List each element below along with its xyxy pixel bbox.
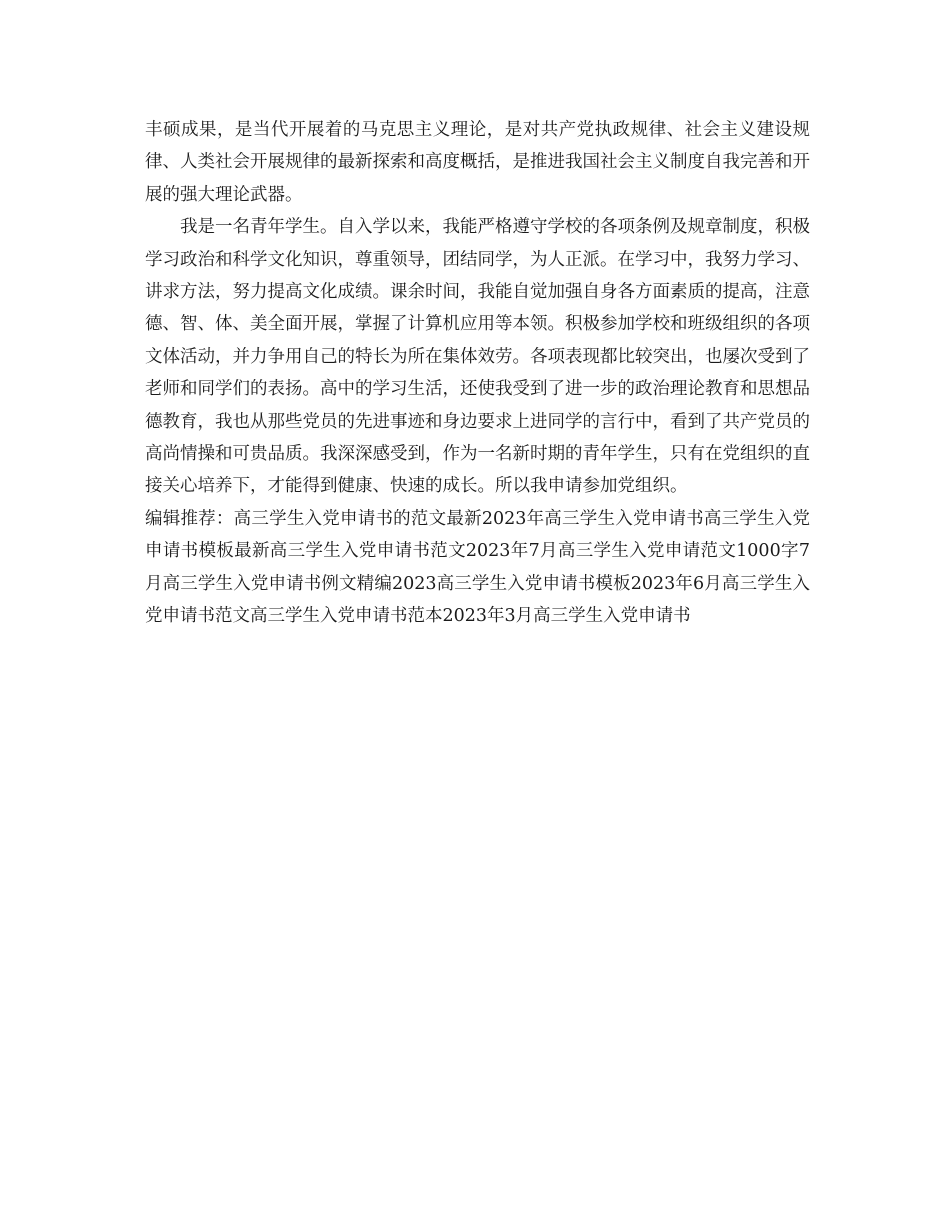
document-body [145,114,810,633]
paragraph-self-statement: 我是一名青年学生。自入学以来，我能严格遵守学校的各项条例及规章制度，积极学习政治和科学文化知识，尊重领导，团结同学，为人正派。在学习中，我努力学习、讲求方法，努力提高文化成绩。课余时间，我能自觉加强自身各方面素质的提高，注意德、智、体、美全面开展，掌握了计算机应用等本领。积极参加学校和班级组织的各项文体活动，并力争用自己的特长为所在集体效劳。各项表现都比较突出，也屡次受到了老师和同学们的表扬。高中的学习生活，还使我受到了进一步的政治理论教育和思想品德教育，我也从那些党员的先进事迹和身边要求上进同学的言行中，看到了共产党员的高尚情操和可贵品质。我深深感受到，作为一名新时期的青年学生，只有在党组织的直接关心培养下，才能得到健康、快速的成长。所以我申请参加党组织。 [145,217,810,497]
paragraph-continuation: 丰硕成果，是当代开展着的马克思主义理论，是对共产党执政规律、社会主义建设规律、人类社会开展规律的最新探索和高度概括，是推进我国社会主义制度自我完善和开展的强大理论武器。 [145,120,810,205]
paragraph-editor-recommendations: 编辑推荐：高三学生入党申请书的范文最新2023年高三学生入党申请书高三学生入党申请书模板最新高三学生入党申请书范文2023年7月高三学生入党申请范文1000字7月高三学生入党申请书例文精编2023高三学生入党申请书模板2023年6月高三学生入党申请书范文高三学生入党申请书范本2023年3月高三学生入党申请书 [145,508,810,627]
